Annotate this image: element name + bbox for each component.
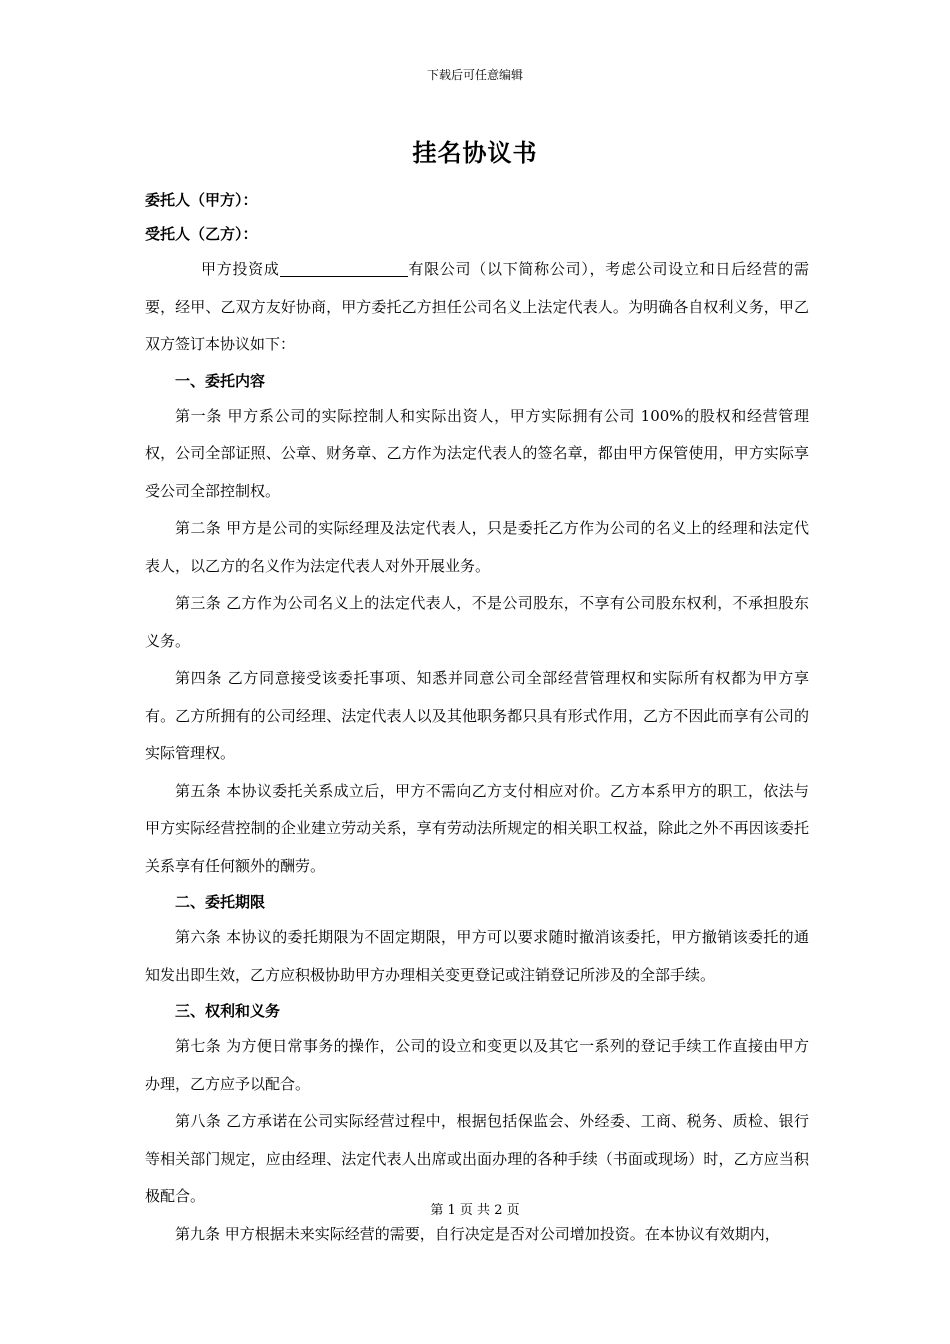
- section-heading-2: 二、委托期限: [175, 893, 266, 911]
- principal-label: 委托人（甲方）：: [145, 191, 258, 209]
- section-heading-3: 三、权利和义务: [175, 1002, 281, 1020]
- company-name-blank: [280, 260, 408, 277]
- article-4: 第四条 乙方同意接受该委托事项、知悉并同意公司全部经营管理权和实际所有权都为甲方享有。乙方所拥有的公司经理、法定代表人以及其他职务都只具有形式作用，乙方不因此而享有公司的实际管理权。: [145, 669, 809, 762]
- article-3: 第三条 乙方作为公司名义上的法定代表人，不是公司股东，不享有公司股东权利，不承担股东义务。: [145, 594, 809, 650]
- article-2: 第二条 甲方是公司的实际经理及法定代表人，只是委托乙方作为公司的名义上的经理和法定代表人，以乙方的名义作为法定代表人对外开展业务。: [145, 519, 809, 575]
- article-6: 第六条 本协议的委托期限为不固定期限，甲方可以要求随时撤消该委托，甲方撤销该委托的通知发出即生效，乙方应积极协助甲方办理相关变更登记或注销登记所涉及的全部手续。: [145, 928, 809, 984]
- header-note: 下载后可任意编辑: [426, 68, 523, 82]
- section-heading-1: 一、委托内容: [175, 371, 266, 390]
- intro-before-blank: 甲方投资成: [201, 260, 280, 278]
- article-9: 第九条 甲方根据未来实际经营的需要，自行决定是否对公司增加投资。在本协议有效期内，: [175, 1224, 780, 1243]
- agent-label: 受托人（乙方）：: [145, 225, 258, 243]
- article-1: 第一条 甲方系公司的实际控制人和实际出资人，甲方实际拥有公司 100%的股权和经营管理权，公司全部证照、公章、财务章、乙方作为法定代表人的签名章，都由甲方保管使用，甲方实际享受公司全部控制权。: [145, 406, 809, 500]
- document-title: 挂名协议书: [412, 138, 538, 167]
- article-5: 第五条 本协议委托关系成立后，甲方不需向乙方支付相应对价。乙方本系甲方的职工，依法与甲方实际经营控制的企业建立劳动关系，享有劳动法所规定的相关职工权益，除此之外不再因该委托关系享有任何额外的酬劳。: [145, 781, 809, 875]
- article-7: 第七条 为方便日常事务的操作，公司的设立和变更以及其它一系列的登记手续工作直接由甲方办理，乙方应予以配合。: [145, 1037, 809, 1093]
- article-8: 第八条 乙方承诺在公司实际经营过程中，根据包括保监会、外经委、工商、税务、质检、银行等相关部门规定，应由经理、法定代表人出席或出面办理的各种手续（书面或现场）时，乙方应当积极配合。: [145, 1112, 809, 1205]
- intro-after-blank: 有限公司（以下简称公司），考虑公司设立和日后经营的需要，经甲、乙双方友好协商，甲方委托乙方担任公司名义上法定代表人。为明确各自权利义务，甲乙双方签订本协议如下：: [145, 260, 809, 353]
- document-body: [145, 183, 809, 1253]
- page-footer: 第 1 页 共 2 页: [430, 1203, 520, 1218]
- intro-paragraph: [145, 251, 809, 364]
